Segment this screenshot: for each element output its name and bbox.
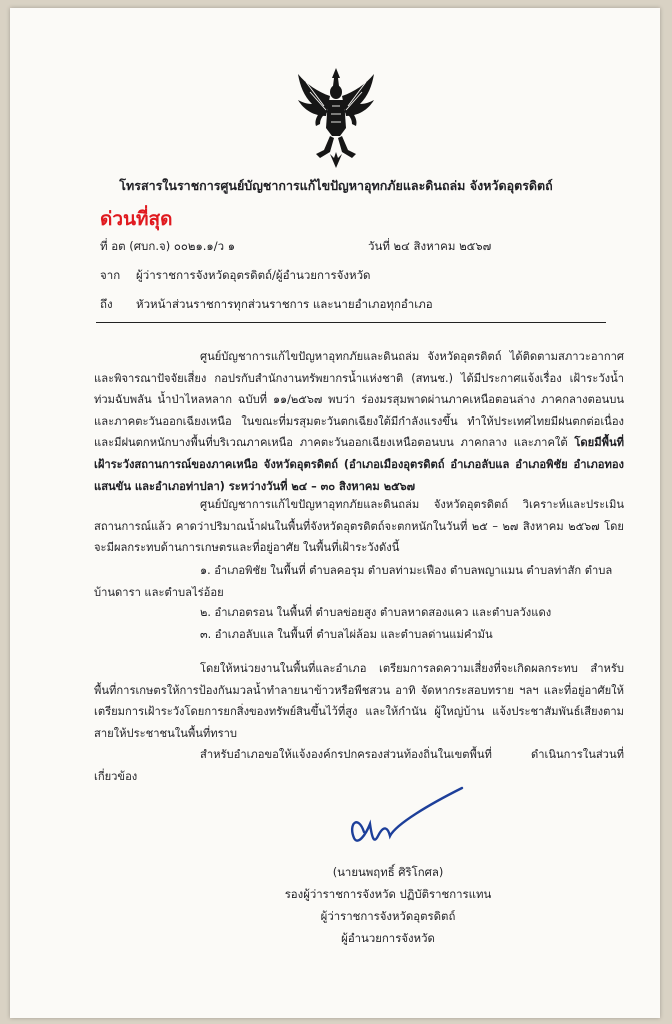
body-paragraph-4: สำหรับอำเภอขอให้แจ้งองค์กรปกครองส่วนท้องถิ่นในเขตพื้นที่ ดำเนินการในส่วนที่เกี่ยวข้อง <box>94 748 624 783</box>
body-paragraph-2: ศูนย์บัญชาการแก้ไขปัญหาอุทกภัยและดินถล่ม จังหวัดอุตรดิตถ์ วิเคราะห์และประเมินสถานการณ์แล้ว คาดว่าปริมาณน้ำฝนในพื้นที่จังหวัดอุตรดิตถ์จะตกหนักในวันที่ ๒๕ – ๒๗ สิงหาคม ๒๕๖๗ โดยจะมีผลกระทบด้านการเกษตรและที่อยู่อาศัย ในพื้นที่เฝ้าระวังดังนี้ <box>94 498 624 555</box>
to-row <box>100 296 433 314</box>
from-row <box>100 267 371 285</box>
signatory-position-2: ผู้ว่าราชการจังหวัดอุตรดิตถ์ <box>320 909 456 923</box>
reference-number: ที่ อต (ศบก.จ) ๐๐๒๑.๑/ว ๑ <box>100 239 236 253</box>
paragraph-1-emphasis: โดยมีพื้นที่เฝ้าระวังสถานการณ์ของภาคเหนือ จังหวัดอุตรดิตถ์ (อำเภอเมืองอุตรดิตถ์ อำเภอลับแล อำเภอพิชัย อำเภอทองแสนขัน และอำเภอท่าปลา) ระหว่างวันที่ ๒๔ – ๓๐ สิงหาคม ๒๕๖๗ <box>94 436 624 493</box>
from-value: ผู้ว่าราชการจังหวัดอุตรดิตถ์/ผู้อำนวยการจังหวัด <box>136 268 371 282</box>
handwritten-signature <box>340 784 470 860</box>
document-title: โทรสารในราชการศูนย์บัญชาการแก้ไขปัญหาอุทกภัยและดินถล่ม จังหวัดอุตรดิตถ์ <box>119 178 553 193</box>
from-label: จาก <box>100 268 121 282</box>
signatory-position-3: ผู้อำนวยการจังหวัด <box>341 931 435 945</box>
to-label: ถึง <box>100 297 113 311</box>
header-divider <box>96 322 606 323</box>
paragraph-1-text: ศูนย์บัญชาการแก้ไขปัญหาอุทกภัยและดินถล่ม จังหวัดอุตรดิตถ์ ได้ติดตามสภาวะอากาศและพิจารณาปัจจัยเสี่ยง กอปรกับสำนักงานทรัพยากรน้ำแห่งชาติ (สทนช.) ได้มีประกาศแจ้งเรื่อง เฝ้าระวังน้ำท่วมฉับพลัน น้ำป่าไหลหลาก ฉบับที่ ๑๑/๒๕๖๗ พบว่า ร่องมรสุมพาดผ่านภาคเหนือตอนล่าง ภาคกลางตอนบน และภาคตะวันออกเฉียงเหนือ ในขณะที่มรสุมตะวันตกเฉียงใต้มีกำลังแรงขึ้น ทำให้ประเทศไทยมีฝนตกต่อเนื่อง และมีฝนตกหนักบางพื้นที่บริเวณภาคเหนือ ภาคตะวันออกเฉียงเหนือตอนบน ภาคกลาง และภาคใต้ <box>94 350 624 450</box>
garuda-emblem-icon <box>296 66 376 170</box>
urgency-label: ด่วนที่สุด <box>100 208 173 230</box>
list-item-2: ๒. อำเภอตรอน ในพื้นที่ ตำบลข่อยสูง ตำบลหาดสองแคว และตำบลวังแดง <box>200 606 552 619</box>
body-paragraph-1 <box>94 346 624 497</box>
to-value: หัวหน้าส่วนราชการทุกส่วนราชการ และนายอำเภอทุกอำเภอ <box>136 297 433 311</box>
signatory-position-1: รองผู้ว่าราชการจังหวัด ปฏิบัติราชการแทน <box>284 887 492 901</box>
document-date: วันที่ ๒๔ สิงหาคม ๒๕๖๗ <box>368 239 492 253</box>
body-paragraph-3: โดยให้หน่วยงานในพื้นที่และอำเภอ เตรียมการลดความเสี่ยงที่จะเกิดผลกระทบ สำหรับพื้นที่การเกษตรให้การป้องกันมวลน้ำทำลายนาข้าวหรือพืชสวน อาทิ จัดหากระสอบทราย ฯลฯ และที่อยู่อาศัยให้เตรียมการเฝ้าระวังโดยการยกสิ่งของทรัพย์สินขึ้นไว้ที่สูง และให้กำนัน ผู้ใหญ่บ้าน แจ้งประชาสัมพันธ์เสียงตามสายให้ประชาชนในพื้นที่ทราบ <box>94 662 624 740</box>
list-item-3: ๓. อำเภอลับแล ในพื้นที่ ตำบลไผ่ล้อม และตำบลด่านแม่คำมัน <box>200 628 493 641</box>
list-item-1: ๑. อำเภอพิชัย ในพื้นที่ ตำบลคอรุม ตำบลท่ามะเฟือง ตำบลพญาแมน ตำบลท่าสัก ตำบลบ้านดารา และตำบลไร่อ้อย <box>94 564 613 599</box>
signatory-name: (นายนพฤทธิ์ ศิริโกศล) <box>332 865 444 879</box>
